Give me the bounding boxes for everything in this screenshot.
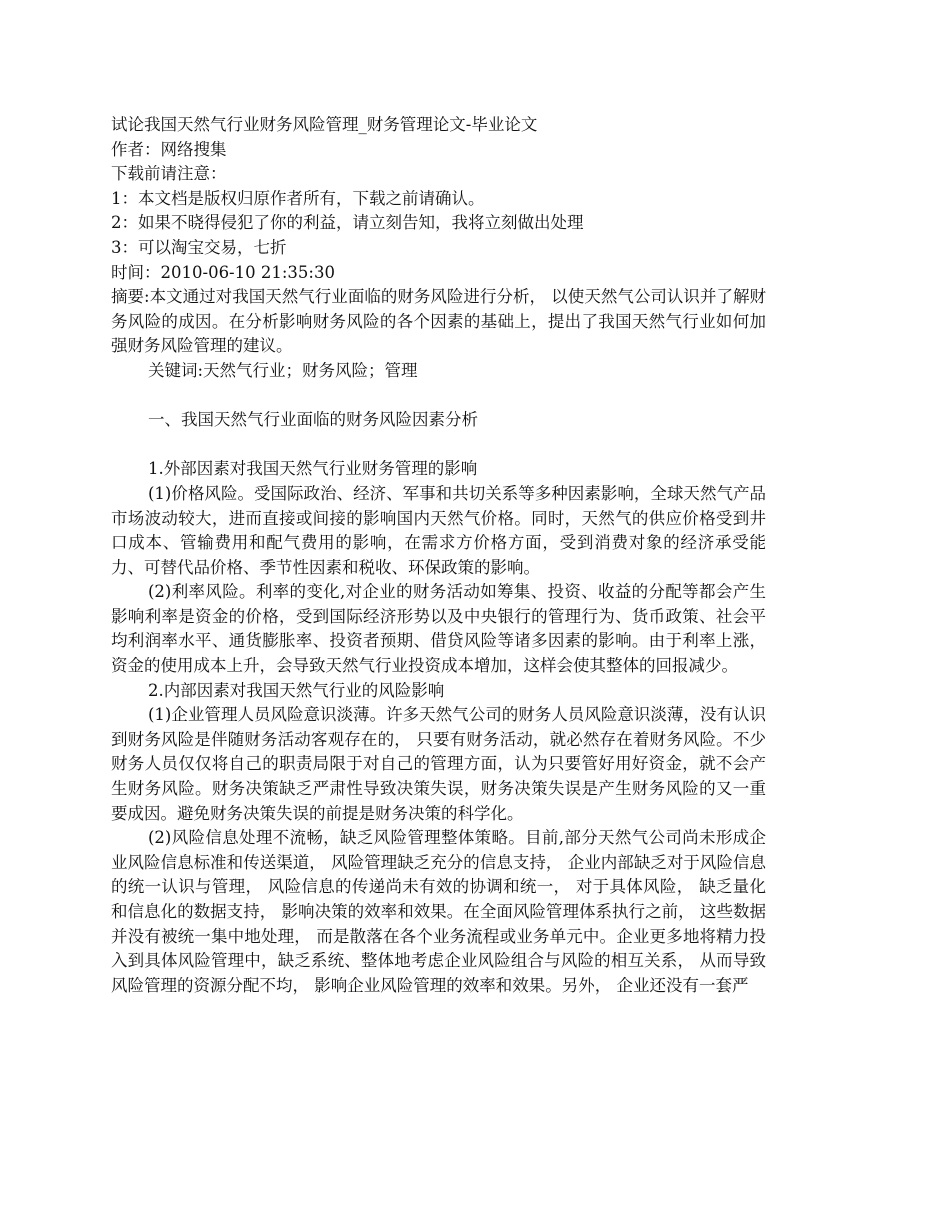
notice-item: 1：本文档是版权归原作者所有，下载之前请确认。 bbox=[111, 188, 485, 208]
abstract: 摘要:本文通过对我国天然气行业面临的财务风险进行分析， 以使天然气公司认识并了解财务风险的成因。在分析影响财务风险的各个因素的基础上，提出了我国天然气行业如何加强财务风险管理的建议。 bbox=[111, 287, 766, 356]
notice-item: 2：如果不晓得侵犯了你的利益，请立刻告知，我将立刻做出处理 bbox=[111, 213, 584, 233]
document-body bbox=[111, 113, 766, 998]
author-line: 作者：网络搜集 bbox=[111, 139, 227, 159]
section-heading: 一、我国天然气行业面临的财务风险因素分析 bbox=[148, 410, 478, 430]
subsection-heading: 2.内部因素对我国天然气行业的风险影响 bbox=[148, 680, 445, 700]
keywords: 关键词:天然气行业；财务风险；管理 bbox=[148, 360, 418, 380]
paragraph-rate-risk: (2)利率风险。利率的变化,对企业的财务活动如筹集、投资、收益的分配等都会产生影响利率是资金的价格，受到国际经济形势以及中央银行的管理行为、货币政策、社会平均利润率水平、通货膨胀率、投资者预期、借贷风险等诸多因素的影响。由于利率上涨，资金的使用成本上升，会导致天然气行业投资成本增加，这样会使其整体的回报减少。 bbox=[111, 582, 766, 676]
notice-heading: 下载前请注意： bbox=[111, 164, 227, 184]
paragraph-price-risk: (1)价格风险。受国际政治、经济、军事和共切关系等多种因素影响，全球天然气产品市场波动较大，进而直接或间接的影响国内天然气价格。同时，天然气的供应价格受到井口成本、管输费用和配气费用的影响，在需求方价格方面，受到消费对象的经济承受能力、可替代品价格、季节性因素和税收、环保政策的影响。 bbox=[111, 483, 766, 577]
notice-item: 3：可以淘宝交易，七折 bbox=[111, 237, 287, 257]
paragraph-staff-risk: (1)企业管理人员风险意识淡薄。许多天然气公司的财务人员风险意识淡薄，没有认识到财务风险是伴随财务活动客观存在的， 只要有财务活动，就必然存在着财务风险。不少财务人员仅仅将自己的职责局限于对自己的管理方面，认为只要管好用好资金，就不会产生财务风险。财务决策缺乏严肃性导致决策失误，财务决策失误是产生财务风险的又一重要成因。避免财务决策失误的前提是财务决策的科学化。 bbox=[111, 705, 766, 823]
timestamp: 时间：2010-06-10 21:35:30 bbox=[111, 262, 335, 282]
paragraph-info-risk: (2)风险信息处理不流畅，缺乏风险管理整体策略。目前,部分天然气公司尚未形成企业风险信息标准和传送渠道， 风险管理缺乏充分的信息支持， 企业内部缺乏对于风险信息的统一认识与管理， 风险信息的传递尚未有效的协调和统一， 对于具体风险， 缺乏量化和信息化的数据支持， 影响决策的效率和效果。在全面风险管理体系执行之前， 这些数据并没有被统一集中地处理， 而是散落在各个业务流程或业务单元中。企业更多地将精力投入到具体风险管理中，缺乏系统、整体地考虑企业风险组合与风险的相互关系， 从而导致风险管理的资源分配不均， 影响企业风险管理的效率和效果。另外， 企业还没有一套严 bbox=[111, 828, 766, 995]
subsection-heading: 1.外部因素对我国天然气行业财务管理的影响 bbox=[148, 459, 478, 479]
document-title: 试论我国天然气行业财务风险管理_财务管理论文-毕业论文 bbox=[111, 115, 538, 134]
